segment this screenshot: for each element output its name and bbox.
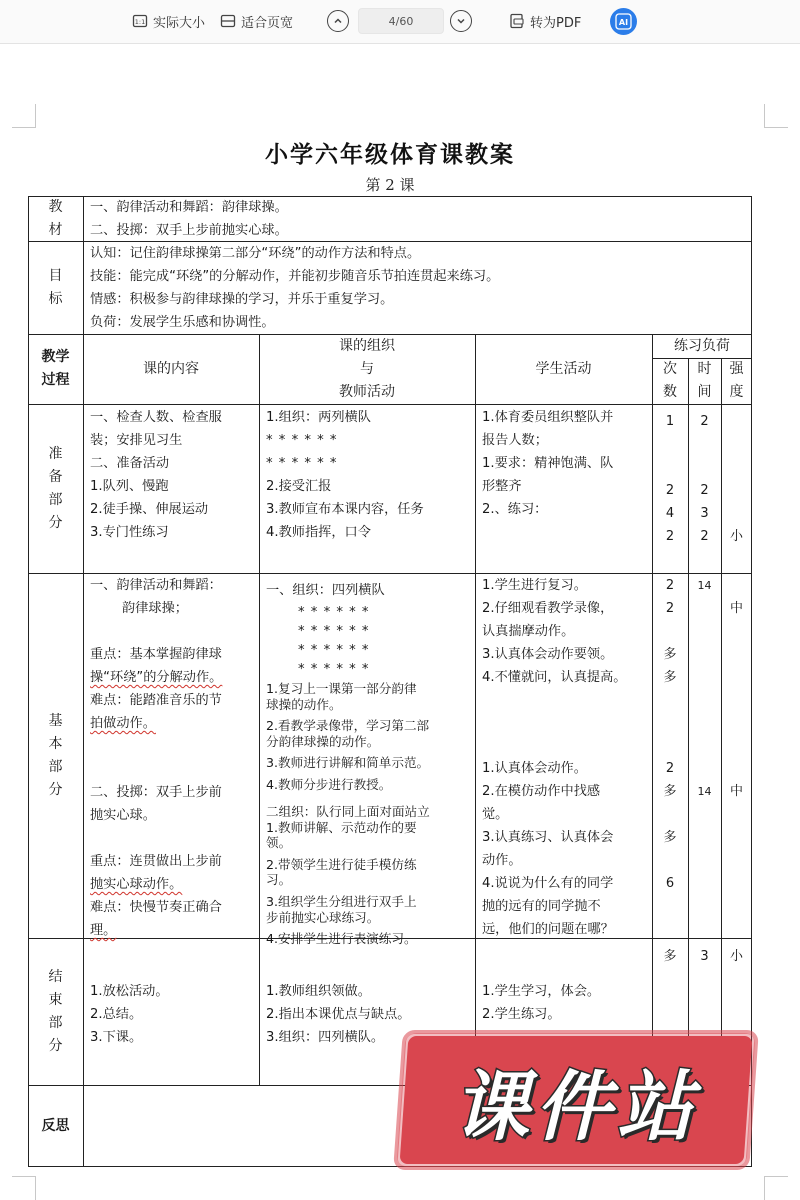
header-text: 时 — [697, 361, 712, 377]
content-line: 一、检查人数、检查服 — [90, 410, 222, 425]
watermark-text: 课件站 — [453, 1061, 699, 1151]
goal-line: 技能：能完成“环绕”的分解动作，并能初步随音乐节拍连贯起来练习。 — [90, 269, 500, 284]
prep-duration: 2 — [700, 529, 709, 544]
org-line: 4.安排学生进行表演练习。 — [266, 931, 417, 947]
prep-duration: 3 — [700, 506, 709, 521]
basic-formation — [298, 603, 370, 679]
key-point-line: 难点：能踏准音乐的节 — [90, 693, 222, 708]
basic-times: 6 — [665, 876, 675, 891]
ai-icon-label: AI — [618, 18, 629, 27]
header-text: 次 — [663, 361, 677, 377]
chevron-down-icon — [456, 16, 466, 26]
org-line: 4.教师分步进行教授。 — [266, 776, 392, 792]
prep-section-label — [28, 404, 83, 573]
header-text: 与 — [360, 360, 374, 377]
org-line: 3.教师进行讲解和简单示范。 — [266, 755, 430, 771]
basic-key-points-a — [90, 643, 222, 735]
basic-content-a — [90, 574, 222, 620]
goals-text — [90, 242, 499, 334]
label-char: 标 — [48, 290, 63, 307]
end-content — [90, 980, 169, 1049]
prep-content — [90, 406, 222, 544]
convert-to-pdf-button[interactable] — [509, 10, 581, 32]
header-text: 强 — [729, 361, 744, 377]
basic-times: 多 — [663, 830, 677, 845]
prep-intensity: 小 — [729, 529, 743, 544]
basic-key-points-b — [90, 850, 222, 942]
actual-size-icon — [132, 13, 148, 29]
prep-duration: 2 — [700, 483, 709, 498]
student-line: 3.认真练习、认真体会 — [482, 830, 614, 845]
org-line: 3.组织学生分组进行双手上 — [266, 893, 417, 909]
times-header — [652, 358, 688, 404]
student-line: 1.认真体会动作。 — [482, 761, 587, 776]
header-text: 课的内容 — [143, 360, 199, 377]
fit-width-icon — [220, 13, 236, 29]
formation-stars: * * * * * * — [298, 624, 370, 639]
goal-line: 认知：记住韵律球操第二部分“环绕”的动作方法和特点。 — [90, 246, 421, 261]
end-section-label — [28, 938, 83, 1085]
formation-stars: * * * * * * — [266, 456, 338, 471]
student-line: 2.在模仿动作中找感 — [482, 784, 601, 799]
student-line: 1.体育委员组织整队并 — [482, 410, 614, 425]
content-line: 1.队列、慢跑 — [90, 479, 169, 494]
prev-page-button[interactable] — [327, 10, 349, 32]
basic-org-steps — [266, 681, 429, 793]
org-line: 2.带领学生进行徒手模仿练 — [266, 856, 417, 872]
student-line: 1.学生学习，体会。 — [482, 984, 601, 999]
pdf-viewer-toolbar — [0, 0, 800, 44]
basic-intensity: 中 — [729, 784, 743, 799]
page-number-input[interactable] — [358, 8, 444, 34]
label-char: 束 — [48, 991, 63, 1008]
student-line: 2.学生练习。 — [482, 1007, 561, 1022]
header-text: 练习负荷 — [674, 337, 730, 354]
convert-to-pdf-label: 转为PDF — [530, 15, 582, 31]
document-title: 小学六年级体育课教案 — [265, 141, 515, 168]
header-text: 教学 — [41, 349, 70, 365]
label-char: 备 — [48, 468, 63, 485]
content-line: 韵律球操； — [122, 601, 188, 616]
prep-student — [482, 406, 613, 521]
org-line: 2.接受汇报 — [266, 479, 332, 494]
prep-duration: 2 — [700, 414, 709, 429]
key-point-line: 拍做动作。 — [90, 716, 156, 731]
student-line: 4.说说为什么有的同学 — [482, 876, 614, 891]
basic-content-b — [90, 781, 222, 827]
org-line: 二组织：队行同上面对面站立 — [266, 804, 430, 819]
key-point-line: 抛实心球动作。 — [90, 877, 183, 892]
materials-label — [28, 196, 83, 241]
student-line: 3.认真体会动作要领。 — [482, 647, 614, 662]
org-line: 一、组织：四列横队 — [266, 583, 385, 598]
chevron-up-icon — [333, 16, 343, 26]
ai-assistant-button[interactable] — [610, 8, 637, 35]
header-text: 课的组织 — [339, 337, 395, 354]
prep-times: 2 — [665, 529, 675, 544]
duration-header — [688, 358, 721, 404]
label-char: 教 — [48, 198, 63, 215]
materials-text — [90, 196, 288, 242]
basic-times: 多 — [663, 647, 677, 662]
key-point-line: 重点：连贯做出上步前 — [90, 854, 222, 869]
basic-duration: 14 — [697, 785, 712, 798]
document-subtitle: 第 2 课 — [365, 176, 415, 194]
prep-times: 2 — [665, 483, 675, 498]
content-line: 一、韵律活动和舞蹈： — [90, 578, 222, 593]
student-line: 1.学生进行复习。 — [482, 578, 587, 593]
svg-text:1:1: 1:1 — [134, 18, 146, 26]
label-char: 准 — [48, 445, 63, 462]
formation-stars: * * * * * * — [266, 433, 338, 448]
org-line: 4.教师指挥，口令 — [266, 525, 371, 540]
student-line: 1.要求：精神饱满、队 — [482, 456, 614, 471]
student-line: 形整齐 — [482, 479, 522, 494]
content-line: 二、准备活动 — [90, 456, 170, 471]
org-line: 2.指出本课优点与缺点。 — [266, 1007, 411, 1022]
content-line: 3.专门性练习 — [90, 525, 169, 540]
intensity-header — [721, 358, 752, 404]
formation-stars: * * * * * * — [298, 605, 370, 620]
org-line: 球操的动作。 — [266, 696, 342, 712]
label-char: 部 — [48, 491, 63, 508]
label-char: 分 — [48, 1037, 63, 1054]
header-text: 过程 — [41, 372, 70, 388]
basic-org-b — [266, 804, 430, 947]
page-corner-mark — [12, 104, 36, 128]
col-divider — [259, 334, 260, 1086]
basic-times: 2 — [665, 761, 675, 776]
basic-section-label — [28, 573, 83, 938]
basic-intensity: 中 — [729, 601, 743, 616]
student-line: 2.、练习： — [482, 502, 548, 517]
label-char: 部 — [48, 758, 63, 775]
goals-label — [28, 241, 83, 334]
label-char: 基 — [48, 712, 63, 729]
basic-times: 多 — [663, 784, 677, 799]
org-line: 1.教师讲解、示范动作的要 — [266, 819, 417, 835]
end-organization — [266, 980, 410, 1049]
org-line: 领。 — [266, 835, 292, 851]
ai-icon — [615, 13, 632, 30]
org-line: 3.组织：四列横队。 — [266, 1030, 385, 1045]
student-line: 动作。 — [482, 853, 522, 868]
org-line: 1.组织：两列横队 — [266, 410, 371, 425]
org-line: 1.教师组织领做。 — [266, 984, 371, 999]
org-line: 1.复习上一课第一部分韵律 — [266, 681, 417, 696]
prep-organization — [266, 406, 424, 544]
actual-size-label: 实际大小 — [153, 15, 206, 31]
page-corner-mark — [764, 1176, 788, 1200]
process-header — [28, 334, 83, 404]
basic-times: 2 — [665, 578, 675, 593]
content-line: 1.放松活动。 — [90, 984, 169, 999]
load-header — [652, 334, 752, 358]
row-divider — [28, 404, 752, 405]
goal-line: 负荷：发展学生乐感和协调性。 — [90, 315, 275, 330]
header-text: 间 — [697, 384, 712, 400]
organization-header — [259, 334, 475, 404]
end-intensity: 小 — [729, 949, 743, 964]
fit-width-button[interactable] — [220, 10, 293, 32]
header-text: 教师活动 — [339, 383, 395, 400]
header-text: 学生活动 — [535, 360, 592, 377]
org-line: 习。 — [266, 872, 292, 888]
next-page-button[interactable] — [450, 10, 472, 32]
label-char: 本 — [48, 735, 63, 752]
content-line: 3.下课。 — [90, 1030, 143, 1045]
prep-times: 1 — [665, 414, 675, 429]
label-char: 目 — [48, 267, 63, 284]
basic-duration: 14 — [697, 579, 712, 592]
content-line: 二、投掷：双手上步前 — [90, 785, 222, 800]
label-char: 分 — [48, 781, 63, 798]
key-point-line: 理。 — [90, 923, 117, 938]
reflection-label — [28, 1085, 83, 1167]
basic-org-title — [266, 579, 385, 602]
col-divider — [721, 358, 722, 1086]
end-times: 多 — [663, 949, 677, 964]
student-line: 2.仔细观看教学录像， — [482, 601, 614, 616]
key-point-line: 操“环绕”的分解动作。 — [90, 670, 223, 685]
student-line: 认真揣摩动作。 — [482, 624, 575, 639]
formation-stars: * * * * * * — [298, 662, 370, 677]
org-line: 分韵律球操的动作。 — [266, 733, 380, 749]
student-header — [475, 334, 652, 404]
page-corner-mark — [764, 104, 788, 128]
content-header — [83, 334, 259, 404]
materials-line: 一、韵律活动和舞蹈：韵律球操。 — [90, 200, 288, 215]
basic-student-a — [482, 574, 626, 689]
actual-size-button[interactable] — [132, 10, 205, 32]
page-corner-mark — [12, 1176, 36, 1200]
label-char: 结 — [48, 968, 63, 985]
content-line: 2.总结。 — [90, 1007, 143, 1022]
pdf-convert-icon — [509, 13, 525, 29]
basic-times: 多 — [663, 670, 677, 685]
key-point-line: 重点：基本掌握韵律球 — [90, 647, 222, 662]
formation-stars: * * * * * * — [298, 643, 370, 658]
student-line: 觉。 — [482, 807, 509, 822]
lesson-plan-table — [28, 196, 752, 1167]
key-point-line: 难点：快慢节奏正确合 — [90, 900, 222, 915]
header-text: 反思 — [41, 1117, 70, 1134]
basic-times: 2 — [665, 601, 675, 616]
content-line: 装；安排见习生 — [90, 433, 183, 448]
label-char: 材 — [48, 221, 63, 238]
org-line: 2.看教学录像带，学习第二部 — [266, 718, 430, 734]
header-text: 数 — [663, 384, 677, 400]
end-duration: 3 — [700, 949, 709, 964]
label-char: 部 — [48, 1014, 63, 1031]
basic-student-b — [482, 757, 614, 941]
student-line: 4.不懂就问，认真提高。 — [482, 670, 627, 685]
end-student — [482, 980, 600, 1026]
content-line: 抛实心球。 — [90, 808, 156, 823]
student-line: 远，他们的问题在哪？ — [482, 922, 614, 937]
label-char: 分 — [48, 514, 63, 531]
materials-line: 二、投掷：双手上步前抛实心球。 — [90, 223, 288, 238]
org-line: 3.教师宣布本课内容，任务 — [266, 502, 424, 517]
content-line: 2.徒手操、伸展运动 — [90, 502, 209, 517]
fit-width-label: 适合页宽 — [241, 15, 294, 31]
col-divider — [652, 334, 653, 1086]
goal-line: 情感：积极参与韵律球操的学习，并乐于重复学习。 — [90, 292, 394, 307]
col-divider — [688, 358, 689, 1086]
col-divider — [475, 334, 476, 1086]
student-line: 报告人数； — [482, 433, 548, 448]
header-text: 度 — [729, 384, 744, 400]
student-line: 抛的远有的同学抛不 — [482, 899, 601, 914]
prep-times: 4 — [665, 506, 675, 521]
org-line: 步前抛实心球练习。 — [266, 909, 380, 925]
